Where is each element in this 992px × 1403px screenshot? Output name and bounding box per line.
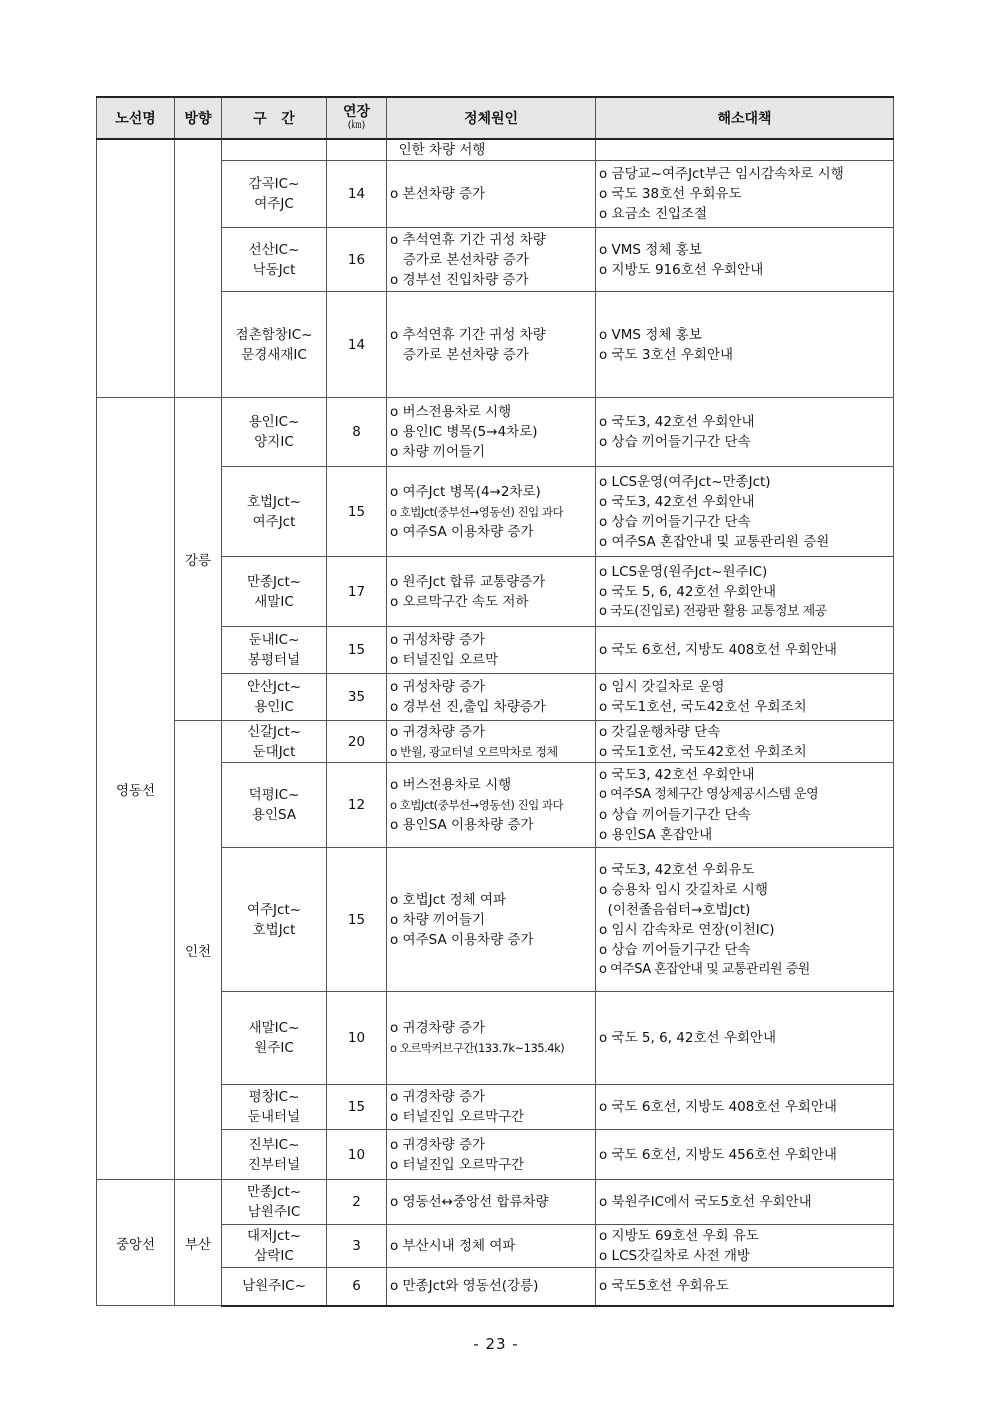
section-cell [222,1225,327,1268]
table-header-row [97,97,894,139]
section-line: 양지IC [254,434,294,450]
cause-line: 인한 차량 서행 [390,142,486,158]
section-cell [222,557,327,627]
solution-line: o 여주SA 혼잡안내 및 교통관리원 증원 [599,961,810,977]
section-line: 삼락IC [254,1248,294,1264]
section-line: 둔내IC~ [248,632,300,648]
solution-line: o 금당교~여주Jct부근 임시감속차로 시행 [599,166,844,182]
cause-line: o 귀성차량 증가 [390,679,486,695]
section-cell [222,228,327,292]
section-cell [222,721,327,763]
cause-cell [387,292,596,398]
solution-line: o 국도3, 42호선 우회안내 [599,767,755,783]
section-line: 호법Jct [252,921,296,938]
section-line: 새말IC~ [248,1020,300,1036]
cause-line: o 본선차량 증가 [390,186,486,202]
section-cell [222,1180,327,1225]
solution-cell [596,1225,894,1268]
length-cell: 15 [327,467,387,557]
cause-cell [387,627,596,674]
cause-cell [387,1180,596,1225]
header-length-label: 연장 [342,104,371,120]
cause-line: o 귀성차량 증가 [390,632,486,648]
solution-cell [596,467,894,557]
cause-cell [387,674,596,721]
solution-cell [596,139,894,161]
solution-line: (이천졸음쉼터→호법Jct) [599,901,751,918]
cause-line: o 차량 끼어들기 [390,444,486,460]
solution-cell [596,1085,894,1130]
table-row [97,398,894,467]
solution-line: o 임시 갓길차로 운영 [599,679,725,695]
section-cell [222,627,327,674]
cause-cell [387,161,596,228]
section-line: 호법Jct~ [246,493,302,510]
cause-line: o 터널진입 오르막구간 [390,1109,525,1125]
solution-line: o 갓길운행차량 단속 [599,723,721,740]
cause-cell [387,139,596,161]
solution-line: o 상습 끼어들기구간 단속 [599,513,751,530]
route-cell-prev [97,139,175,398]
section-cell [222,139,327,161]
cause-line: o 호법Jct 정체 여파 [390,891,507,908]
solution-line: o 국도 5, 6, 42호선 우회안내 [599,1030,776,1046]
table-row [97,721,894,763]
cause-cell [387,467,596,557]
solution-line: o 여주SA 혼잡안내 및 교통관리원 증원 [599,533,830,550]
solution-line: o 지방도 69호선 우회 유도 [599,1228,759,1244]
length-cell: 15 [327,627,387,674]
page-number: - 23 - [473,1335,519,1353]
section-cell [222,1268,327,1306]
cause-line: o 부산시내 정체 여파 [390,1238,516,1254]
length-cell: 12 [327,763,387,848]
cause-cell [387,1130,596,1180]
solution-cell [596,992,894,1085]
direction-cell: 부산 [175,1180,222,1306]
header-solution: 해소대책 [596,97,894,139]
header-length [327,97,387,139]
section-line: 만종Jct~ [246,573,302,590]
length-cell: 6 [327,1268,387,1306]
solution-line: o 국도3, 42호선 우회안내 [599,493,755,510]
cause-cell [387,848,596,992]
section-cell [222,398,327,467]
solution-cell [596,228,894,292]
table-row [97,1180,894,1225]
solution-line: o 국도1호선, 국도42호선 우회조치 [599,699,807,715]
section-cell [222,1085,327,1130]
section-line: 안산Jct~ [246,679,302,695]
section-cell [222,992,327,1085]
length-cell: 15 [327,848,387,992]
cause-cell [387,721,596,763]
cause-line: o 터널진입 오르막 [390,652,499,668]
cause-cell [387,1225,596,1268]
solution-cell [596,721,894,763]
section-line: 남원주IC~ [242,1278,306,1295]
solution-line: o 상습 끼어들기구간 단속 [599,434,751,450]
direction-cell: 인천 [175,721,222,1180]
section-line: 둔내터널 [247,1109,301,1125]
cause-line: o 호법Jct(중부선→영동선) 진입 과다 [390,798,564,812]
cause-cell [387,1268,596,1306]
solution-cell [596,763,894,848]
section-line: 문경새재IC [241,346,307,363]
cause-line: o 영동선↔중앙선 합류차량 [390,1194,549,1210]
section-line: 평창IC~ [248,1089,300,1105]
cause-line: o 귀경차량 증가 [390,1089,486,1105]
solution-line: o 국도(진입로) 전광판 활용 교통정보 제공 [599,603,827,619]
section-cell [222,467,327,557]
section-line: 감곡IC~ [248,176,300,192]
cause-line: o 터널진입 오르막구간 [390,1156,525,1173]
solution-line: o VMS 정체 홍보 [599,241,702,258]
table-row [97,139,894,161]
congestion-table [96,96,894,1307]
section-cell [222,161,327,228]
section-line: 만종Jct~ [246,1184,302,1200]
solution-line: o 여주SA 정체구간 영상제공시스템 운영 [599,787,819,802]
section-line: 신갈Jct~ [246,723,302,740]
cause-line: o 여주SA 이용차량 증가 [390,931,534,948]
cause-line: o 호법Jct(중부선→영동선) 진입 과다 [390,504,564,519]
header-direction: 방향 [175,97,222,139]
cause-line: o 원주Jct 합류 교통량증가 [390,573,546,590]
cause-line: o 추석연휴 기간 귀성 차량 [390,231,546,248]
cause-line: o 경부선 진입차량 증가 [390,271,529,288]
solution-cell [596,674,894,721]
section-cell [222,1130,327,1180]
solution-line: o 국도1호선, 국도42호선 우회조치 [599,743,807,760]
cause-line: o 반월, 광교터널 오르막차로 정체 [390,744,558,759]
direction-cell: 강릉 [175,398,222,721]
section-line: 진부IC~ [248,1136,300,1153]
cause-cell [387,763,596,848]
section-line: 대저Jct~ [246,1228,302,1244]
solution-line: o 용인SA 혼잡안내 [599,827,713,843]
solution-line: o 국도 3호선 우회안내 [599,346,734,363]
solution-line: o 국도3, 42호선 우회유도 [599,861,755,878]
cause-line: o 용인IC 병목(5→4차로) [390,424,538,440]
section-line: 원주IC [254,1040,294,1056]
length-cell: 8 [327,398,387,467]
solution-cell [596,161,894,228]
section-line: 여주Jct [252,513,296,530]
solution-cell [596,292,894,398]
solution-line: o LCS운영(원주Jct~원주IC) [599,563,768,580]
cause-cell [387,1085,596,1130]
section-line: 용인SA [251,807,297,823]
solution-cell [596,627,894,674]
length-cell: 16 [327,228,387,292]
cause-line: o 버스전용차로 시행 [390,777,512,793]
cause-line: o 여주Jct 병목(4→2차로) [390,483,541,500]
section-cell [222,674,327,721]
length-cell: 17 [327,557,387,627]
cause-line: 증가로 본선차량 증가 [390,346,529,363]
cause-line: o 귀경차량 증가 [390,1020,486,1036]
cause-line: o 오르막커브구간(133.7k~135.4k) [390,1041,565,1055]
section-line: 용인IC~ [248,414,300,430]
solution-line: o LCS갓길차로 사전 개방 [599,1248,750,1264]
solution-line: o 승용차 임시 갓길차로 시행 [599,881,768,898]
route-cell: 중앙선 [97,1180,175,1306]
section-line: 용인IC [254,699,294,715]
length-cell: 10 [327,1130,387,1180]
solution-cell [596,1180,894,1225]
header-section: 구 간 [222,97,327,139]
solution-line: o 상습 끼어들기구간 단속 [599,807,751,823]
solution-cell [596,1130,894,1180]
length-cell: 15 [327,1085,387,1130]
solution-cell [596,848,894,992]
cause-line: o 오르막구간 속도 저하 [390,593,529,610]
solution-cell [596,557,894,627]
section-line: 새말IC [254,593,294,610]
cause-line: o 여주SA 이용차량 증가 [390,523,534,540]
solution-cell [596,398,894,467]
section-cell [222,848,327,992]
header-route: 노선명 [97,97,175,139]
section-line: 봉평터널 [247,652,301,668]
section-line: 남원주IC [247,1204,301,1220]
cause-line: o 버스전용차로 시행 [390,404,512,420]
cause-line: 증가로 본선차량 증가 [390,251,529,268]
cause-line: o 차량 끼어들기 [390,911,486,928]
cause-line: o 용인SA 이용차량 증가 [390,817,534,833]
length-cell: 35 [327,674,387,721]
solution-line: o 임시 감속차로 연장(이천IC) [599,921,775,938]
cause-cell [387,398,596,467]
section-line: 선산IC~ [248,241,300,258]
section-line: 점촌함창IC~ [235,326,313,343]
section-line: 여주JC [254,196,294,212]
section-line: 낙동Jct [252,261,296,278]
length-cell: 2 [327,1180,387,1225]
header-length-unit: (㎞) [347,120,366,131]
section-cell [222,763,327,848]
cause-line: o 귀경차량 증가 [390,1136,486,1153]
solution-line: o 국도3, 42호선 우회안내 [599,414,755,430]
length-cell: 20 [327,721,387,763]
length-cell: 14 [327,161,387,228]
length-cell: 3 [327,1225,387,1268]
cause-cell [387,228,596,292]
route-cell: 영동선 [97,398,175,1180]
header-cause: 정체원인 [387,97,596,139]
direction-cell-prev [175,139,222,398]
solution-line: o 상습 끼어들기구간 단속 [599,941,751,958]
solution-line: o 국도 6호선, 지방도 408호선 우회안내 [599,1099,837,1115]
cause-line: o 귀경차량 증가 [390,723,486,740]
cause-cell [387,557,596,627]
section-line: 덕평IC~ [248,787,300,803]
solution-line: o 국도 6호선, 지방도 408호선 우회안내 [599,642,837,658]
section-line: 여주Jct~ [246,901,302,918]
solution-line: o VMS 정체 홍보 [599,326,702,343]
solution-line: o 요금소 진입조절 [599,206,708,222]
solution-line: o 북원주IC에서 국도5호선 우회안내 [599,1194,812,1210]
length-cell: 14 [327,292,387,398]
solution-line: o 국도5호선 우회유도 [599,1278,729,1295]
length-cell [327,139,387,161]
solution-line: o 국도 6호선, 지방도 456호선 우회안내 [599,1146,837,1163]
cause-line: o 경부선 진,출입 차량증가 [390,699,546,715]
solution-line: o LCS운영(여주Jct~만종Jct) [599,473,771,490]
section-line: 진부터널 [247,1156,301,1173]
solution-line: o 국도 38호선 우회유도 [599,186,742,202]
cause-line: o 추석연휴 기간 귀성 차량 [390,326,546,343]
solution-cell [596,1268,894,1306]
cause-cell [387,992,596,1085]
solution-line: o 지방도 916호선 우회안내 [599,261,764,278]
length-cell: 10 [327,992,387,1085]
section-line: 둔대Jct [252,743,296,760]
solution-line: o 국도 5, 6, 42호선 우회안내 [599,583,776,600]
section-cell [222,292,327,398]
cause-line: o 만종Jct와 영동선(강릉) [390,1278,539,1295]
